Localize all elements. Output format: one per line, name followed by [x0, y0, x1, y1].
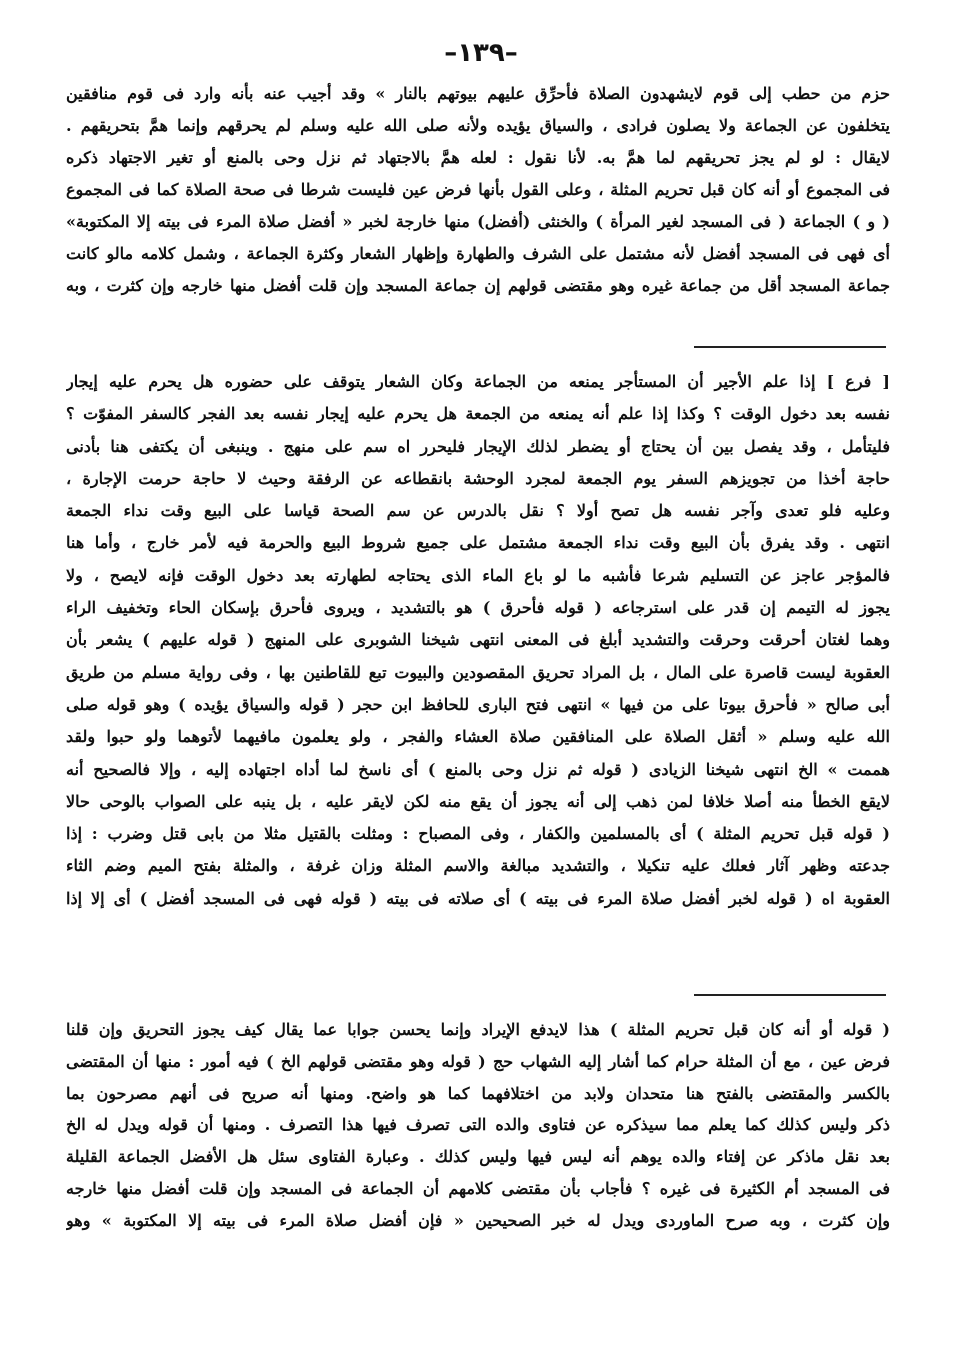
commentary-section	[66, 1014, 890, 1237]
main-text-line: أى فهى فى المسجد أفضل لأنه مشتمل على الشرف والطهارة وإظهار الشعار وكثرة الجماعة ، وشمل كلامه مالو كانت	[66, 244, 890, 263]
commentary-line: ( قوله قبل تحريم المثلة ) أى بالمسلمين والكفار ، وفى المصباح : ومثلت بالقتيل مثلا من بابى قتل وضرب : إذا	[66, 824, 890, 844]
main-text-line: يتخلفون عن الجماعة ولا يصلون فرادى ، والسياق يؤيده ولأنه صلى الله عليه وسلم لم يحرقهم وإنما همَّ بتحريقهم .	[66, 116, 890, 135]
commentary-line: وهما لغتان أحرقت وحرقت والتشديد أبلغ فى المعنى انتهى شيخنا الشوبرى على المنهج ( قوله عليهم ) يشعر بأن	[66, 630, 890, 650]
section-divider	[694, 346, 886, 348]
main-text-line: حزم من حطب إلى قوم لايشهدون الصلاة فأحرِّق عليهم بيوتهم بالنار » وقد أجيب عنه بأنه وارد فى قوم منافقين	[66, 84, 890, 103]
commentary-line: انتهى . وقد يفرق بأن البيع وقت نداء الجمعة مشتمل على جميع شروط البيع والحرمة فيه لأمر خارج ، وأما هنا	[66, 533, 890, 553]
commentary-line: يجوز له التيمم إن قدر على استرجاعه ( قوله فأحرق ) هو بالتشديد ، ويروى فأحرق بإسكان الحاء وتخفيف الراء	[66, 598, 890, 618]
commentary-line: فليتأمل ، وقد يفصل بين أن يحتاج أو يضطر لذلك الإيجار فليحرر اه سم على منهج . وينبغى أن يكتفى هنا بأدنى	[66, 436, 890, 456]
commentary-line: وإن كثرت ، وبه صرح الماوردى ويدل له خبر الصحيحين « فإن أفضل صلاة المرء فى بيته إلا المكتوبة » وهو	[66, 1210, 890, 1230]
commentary-line: نفسه بعد دخول الوقت ؟ وكذا إذا علم أنه يمنعه من الجمعة هل يحرم عليه إيجار نفسه بعد الفجر كالسفر المفوّت ؟	[66, 404, 890, 424]
commentary-line: وعليه فلو تعدى وآجر نفسه هل تصح أولا ؟ نقل بالدرس عن سم الصحة قياسا على البيع وقت نداء الجمعة	[66, 501, 890, 521]
commentary-line: أبى صالح « فأحرق بيوتا على من فيها » انتهى فتح البارى للحافظ ابن حجر ( قوله والسياق يؤيده ) وهو قوله صلى	[66, 694, 890, 714]
main-text-line: جماعة المسجد أقل من جماعة غيره وهو مقتضى قولهم إن جماعة المسجد وإن قلت أفضل منها خارجه وإن كثرت ، وبه	[66, 276, 890, 295]
commentary-section	[66, 366, 890, 915]
commentary-line: جدعته وظهر آثار فعلك عليه تنكيلا ، والتشديد مبالغة والاسم المثلة وزان غرفة ، والمثلة بفتح الميم وضم الثاء	[66, 856, 890, 876]
commentary-line: العقوبة ليست قاصرة على المال ، بل المراد تحريق المقصودين والبيوت تبع للقاطنين بها ، وفى رواية مسلم من طريق	[66, 662, 890, 682]
commentary-line: فى المسجد أم الكثيرة فى غيره ؟ فأجاب بأن مقتضى كلامهم أن الجماعة فى المسجد وإن قلت أفضل منها خارجه	[66, 1178, 890, 1198]
commentary-line: العقوبة اه ( قوله لخبر أفضل صلاة المرء فى بيته ) أى صلاته فى بيته ( قوله فهى فى المسجد أفضل ) أى إلا إذا	[66, 888, 890, 908]
main-text-line: فى المجموع أو أنه كان قبل تحريم المثلة ، وعلى القول بأنها فرض عين فليست شرطا فى صحة الصلاة كما فى المجموع	[66, 180, 890, 199]
commentary-line: حاجة أخذا من تجويزهم السفر يوم الجمعة لمجرد الوحشة بانقطاعه عن الرفقة وحيث لا حاجة حرمت الإجارة ،	[66, 468, 890, 488]
commentary-line: بعد نقل ماذكر عن إفتاء والده يوهم أنه ليس فيها وليس كذلك . وعبارة الفتاوى سئل هل الأفضل الجماعة القليلة	[66, 1147, 890, 1167]
commentary-line: فالمؤجر عاجز عن التسليم شرعا فأشبه ما لو باع الماء الذى يحتاجه لطهارته بعد دخول الوقت فإنه لايصح ، ولا	[66, 565, 890, 585]
main-text-line: ( و ) الجماعة ( فى المسجد لغير المرأة ) والخنثى (أفضل) منها خارجة لخبر « أفضل صلاة المرء فى بيته إلا المكتوبة»	[66, 212, 890, 231]
main-text-line: لايقال : لو لم يجز تحريقهم لما همَّ به. لأنا نقول : لعله همَّ بالاجتهاد ثم نزل وحى بالمنع أو تغير الاجتهاد ذكره	[66, 148, 890, 167]
commentary-line: [ فرع ] إذا علم الأجير أن المستأجر يمنعه من الجماعة وكان الشعار يتوقف على حضوره هل يحرم عليه إيجار	[66, 372, 890, 391]
main-text	[66, 78, 890, 302]
section-divider	[694, 994, 886, 996]
commentary-line: هممت » الخ انتهى شيخنا الزيادى ( قوله ثم نزل وحى بالمنع ) أى ناسخ لما أداه اجتهاده إليه ، وإلا فالصحيح أنه	[66, 759, 890, 779]
commentary-line: بالكسر والمقتضى بالفتح هنا متحدان ولابد من اختلافهما كما هو واضح. ومنها أنه صريح فى أنهم مصرحون بما	[66, 1083, 890, 1103]
commentary-line: ( قوله أو أنه كان قبل تحريم المثلة ) هذا لايدفع الإيراد وإنما يحسن جوابا عما يقال كيف يجوز التحريق وإن قلنا	[66, 1020, 890, 1039]
commentary-line: فرض عين ، مع أن المثلة حرام كما أشار إليه الشهاب حج ( قوله وهو مقتضى قولهم الخ ) فيه أمور : منها أن المقتضى	[66, 1051, 890, 1071]
commentary-line: ذكر وليس كذلك كما يعلم مما سيذكره عن فتاوى والده التى تصرف فيها هذا التصرف . ومنها أن قوله ويدل له الخ	[66, 1115, 890, 1135]
page-number: –١٣٩–	[444, 38, 518, 68]
commentary-line: لايقع الخطأ منه أصلا خلافا لمن ذهب إلى أنه يجوز أن يقع منه لكن لايقر عليه ، بل ينبه على الصواب بالوحى حالا	[66, 791, 890, 811]
commentary-line: الله عليه وسلم « أثقل الصلاة على المنافقين صلاة العشاء والفجر ، ولو يعلمون مافيهما لأتوهما ولو حبوا ولقد	[66, 727, 890, 747]
